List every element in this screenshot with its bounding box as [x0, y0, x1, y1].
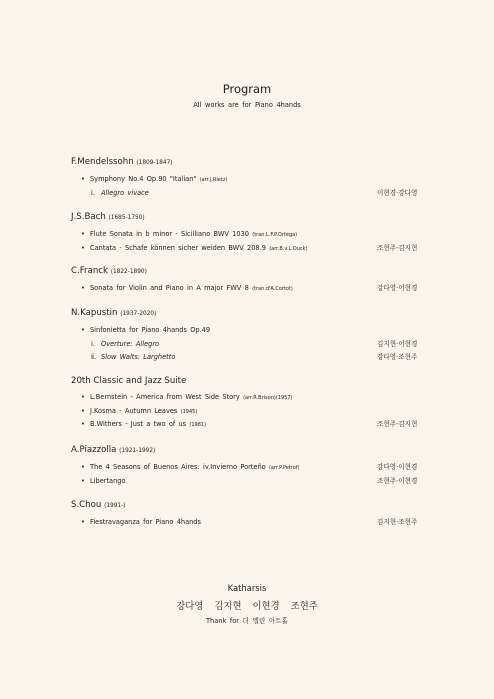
- work-title: [90, 242, 308, 257]
- performers: 김지현·이현경: [377, 339, 418, 348]
- performers: 김지현·조현주: [377, 518, 418, 526]
- work-item: [71, 228, 431, 242]
- movement-title: Allegro vivace: [101, 188, 149, 197]
- work-title: [90, 418, 206, 433]
- movement-title: Slow Walts: Larghetto: [101, 353, 176, 361]
- work-item: [71, 282, 431, 296]
- section-mendelssohn: [71, 156, 431, 200]
- work-title: [90, 391, 292, 406]
- work-note: (arr.R.Brison)(1957): [243, 395, 293, 401]
- performers: 조현주·김지현: [377, 243, 418, 252]
- work-text: B.Withers - Just a two of us: [90, 420, 187, 428]
- work-note: (1945): [180, 408, 198, 415]
- composer-years: (1937-2020): [120, 311, 157, 317]
- performers: 이현경·강다영: [377, 188, 418, 197]
- composer-name: N.Kapustin: [71, 308, 118, 318]
- work-item: [71, 405, 431, 419]
- work-item: [71, 461, 431, 475]
- movement-item: [71, 187, 431, 201]
- work-note: (1981): [189, 422, 207, 428]
- work-title: Libertango: [90, 476, 126, 485]
- work-title: [90, 405, 197, 420]
- movement-number: ⅱ.: [91, 353, 97, 361]
- page-title: Program: [222, 82, 272, 96]
- bullet: •: [81, 406, 85, 415]
- work-title: [90, 228, 297, 243]
- bullet: •: [81, 476, 85, 485]
- movement-number: ⅰ.: [91, 339, 95, 348]
- work-title: Sinfonietta for Piano 4hands Op.49: [90, 326, 211, 334]
- composer-years: (1809-1847): [136, 160, 173, 166]
- work-item: [71, 324, 431, 338]
- work-note: (tran.L.F.P.Ortega): [252, 232, 298, 238]
- composer-heading: [71, 265, 431, 278]
- section-jazz-suite: [71, 375, 431, 432]
- work-text: Cantata - Schafe können sicher weiden BWV 208.9: [90, 243, 266, 252]
- movement-item: [71, 338, 431, 352]
- movement-title: Overture: Allegro: [101, 339, 160, 348]
- composer-name: 20th Classic and Jazz Suite: [71, 376, 187, 386]
- work-note: (arr.B.v.L.Duck): [269, 245, 308, 252]
- bullet: •: [81, 518, 85, 526]
- composer-name: F.Mendelssohn: [71, 157, 134, 167]
- work-note: (arr.J.Rietz): [199, 177, 228, 183]
- work-note: (arr.P.Petrof): [268, 465, 300, 471]
- ensemble-members: 강다영 김지현 이현경 조현주: [176, 601, 318, 612]
- bullet: •: [81, 175, 85, 183]
- performers: 강다영·이현경: [377, 463, 418, 471]
- performers: 강다영·이현경: [377, 284, 418, 292]
- composer-years: (1685-1750): [108, 215, 145, 221]
- work-text: Flute Sonata in b minor - Sicilliano BWV 1030: [90, 230, 249, 238]
- bullet: •: [81, 463, 85, 471]
- work-item: [71, 173, 431, 187]
- composer-years: (1921-1992): [119, 448, 156, 454]
- section-chou: [71, 499, 431, 530]
- work-item: [71, 516, 431, 530]
- composer-name: J.S.Bach: [71, 212, 106, 222]
- performers: 조현주·이현경: [377, 476, 418, 485]
- work-text: Symphony No.4 Op.90 "Italian": [90, 175, 197, 183]
- page-subtitle: All works are for Piano 4hands: [193, 101, 301, 109]
- composer-years: (1822-1890): [110, 269, 147, 275]
- bullet: •: [81, 420, 85, 428]
- section-franck: [71, 265, 431, 296]
- composer-heading: [71, 499, 431, 512]
- bullet: •: [81, 284, 85, 292]
- bullet: •: [81, 243, 85, 252]
- composer-heading: [71, 444, 431, 457]
- work-item: [71, 242, 431, 256]
- performers: 강다영·조현주: [377, 353, 418, 361]
- composer-heading: [71, 211, 431, 224]
- thanks-note: Thank for 더 엘린 아트홀: [206, 617, 288, 625]
- movement-number: ⅰ.: [91, 188, 95, 197]
- work-text: The 4 Seasons of Buenos Aires: iv.Invierno Porteño: [90, 463, 266, 471]
- work-item: [71, 418, 431, 432]
- work-item: [71, 475, 431, 489]
- movement-item: [71, 351, 431, 365]
- ensemble-name: Katharsis: [227, 583, 267, 593]
- section-kapustin: [71, 307, 431, 365]
- work-title: [90, 282, 293, 297]
- work-note: (tran.d'A.Cortot): [252, 286, 293, 292]
- performers: 조현주·김지현: [377, 420, 418, 428]
- composer-heading: [71, 156, 431, 169]
- work-text: L.Bernstein - America from West Side Story: [90, 393, 240, 401]
- composer-heading: [71, 307, 431, 320]
- bullet: •: [81, 393, 85, 401]
- section-piazzolla: [71, 444, 431, 488]
- work-title: [90, 461, 300, 476]
- work-title: Fiestravaganza for Piano 4hands: [90, 518, 201, 526]
- composer-name: C.Franck: [71, 266, 108, 276]
- work-item: [71, 391, 431, 405]
- composer-heading: [71, 375, 431, 387]
- section-bach: [71, 211, 431, 255]
- work-text: J.Kosma - Autumn Leaves: [90, 406, 178, 415]
- bullet: •: [81, 230, 85, 238]
- bullet: •: [81, 326, 85, 334]
- composer-name: S.Chou: [71, 500, 102, 510]
- work-title: [90, 173, 227, 188]
- composer-years: (1991-): [104, 503, 126, 509]
- composer-name: A.Piazzolla: [71, 445, 117, 455]
- work-text: Sonata for Violin and Piano in A major FWV 8: [90, 284, 249, 292]
